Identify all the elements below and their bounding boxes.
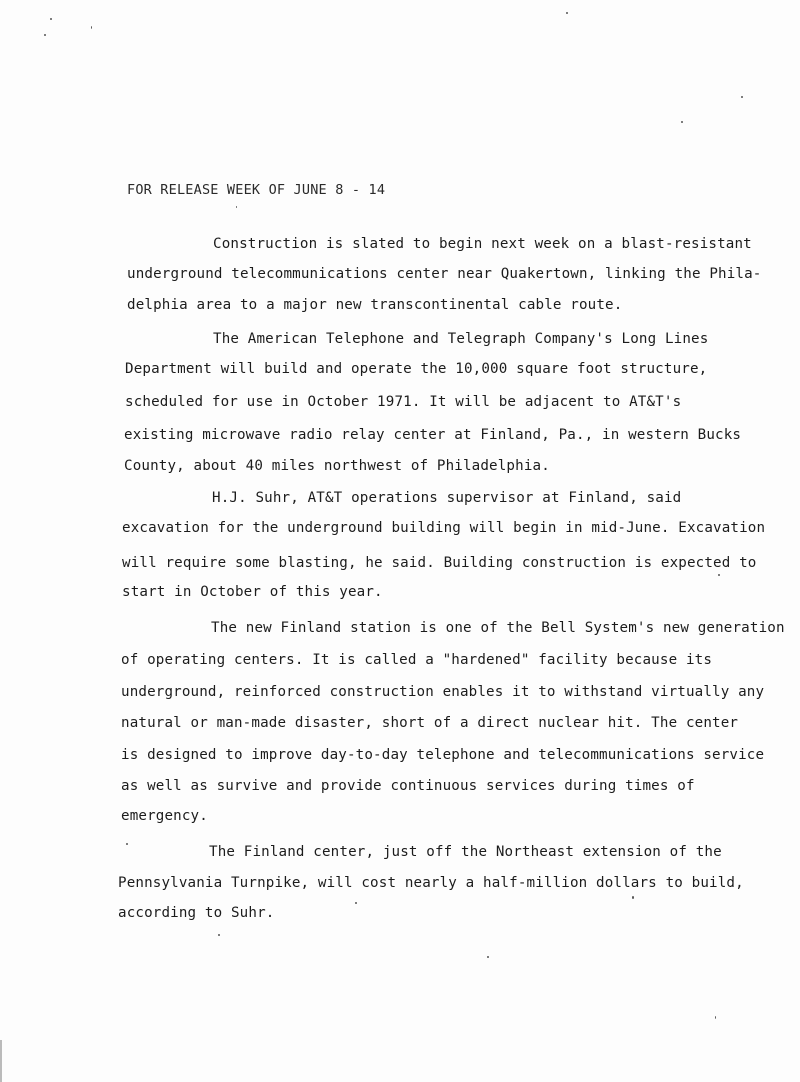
scan-speck (741, 96, 743, 98)
paragraph-5-line-2: Pennsylvania Turnpike, will cost nearly a half-million dollars to build, (118, 875, 744, 891)
paragraph-1-line-2: underground telecommunications center near Quakertown, linking the Phila- (127, 266, 762, 282)
paragraph-4-line-2: of operating centers. It is called a "hardened" facility because its (121, 652, 713, 668)
paragraph-5-line-1: The Finland center, just off the Northeast extension of the (209, 844, 722, 860)
paragraph-2-line-5: County, about 40 miles northwest of Philadelphia. (124, 458, 550, 474)
paragraph-4-line-3: underground, reinforced construction enables it to withstand virtually any (121, 684, 765, 700)
scan-speck (218, 934, 220, 936)
paragraph-4-line-4: natural or man-made disaster, short of a direct nuclear hit. The center (121, 715, 739, 731)
scan-speck (566, 12, 568, 14)
paragraph-4-line-6: as well as survive and provide continuous services during times of (121, 778, 695, 794)
paragraph-4-line-5: is designed to improve day-to-day telephone and telecommunications service (121, 747, 765, 763)
scan-speck (718, 574, 720, 576)
paragraph-4-line-1: The new Finland station is one of the Bell System's new generation (211, 620, 785, 636)
paragraph-3-line-3: will require some blasting, he said. Building construction is expected to (122, 555, 757, 571)
scan-edge-mark (0, 1040, 2, 1082)
paragraph-3-line-2: excavation for the underground building will begin in mid-June. Excavation (122, 520, 766, 536)
scan-speck (487, 956, 489, 958)
paragraph-3-line-4: start in October of this year. (122, 584, 383, 600)
paragraph-4-line-7: emergency. (121, 808, 208, 824)
scan-speck (715, 1016, 716, 1019)
paragraph-2-line-2: Department will build and operate the 10,000 square foot structure, (125, 361, 708, 377)
scan-speck (681, 121, 683, 123)
scan-speck (44, 34, 46, 36)
scan-speck (50, 18, 52, 20)
paragraph-2-line-4: existing microwave radio relay center at Finland, Pa., in western Bucks (124, 427, 742, 443)
paragraph-3-line-1: H.J. Suhr, AT&T operations supervisor at Finland, said (212, 490, 682, 506)
paragraph-1-line-3: delphia area to a major new transcontinental cable route. (127, 297, 623, 313)
scan-speck (126, 843, 128, 845)
paragraph-1-line-1: Construction is slated to begin next week on a blast-resistant (213, 236, 752, 252)
release-date-line: FOR RELEASE WEEK OF JUNE 8 - 14 (127, 182, 386, 198)
paragraph-5-line-3: according to Suhr. (118, 905, 275, 921)
scan-speck (355, 902, 357, 904)
scan-speck (236, 206, 237, 208)
scan-speck (91, 26, 92, 29)
paragraph-2-line-3: scheduled for use in October 1971. It will be adjacent to AT&T's (125, 394, 682, 410)
paragraph-2-line-1: The American Telephone and Telegraph Company's Long Lines (213, 331, 709, 347)
scan-speck (632, 896, 634, 899)
